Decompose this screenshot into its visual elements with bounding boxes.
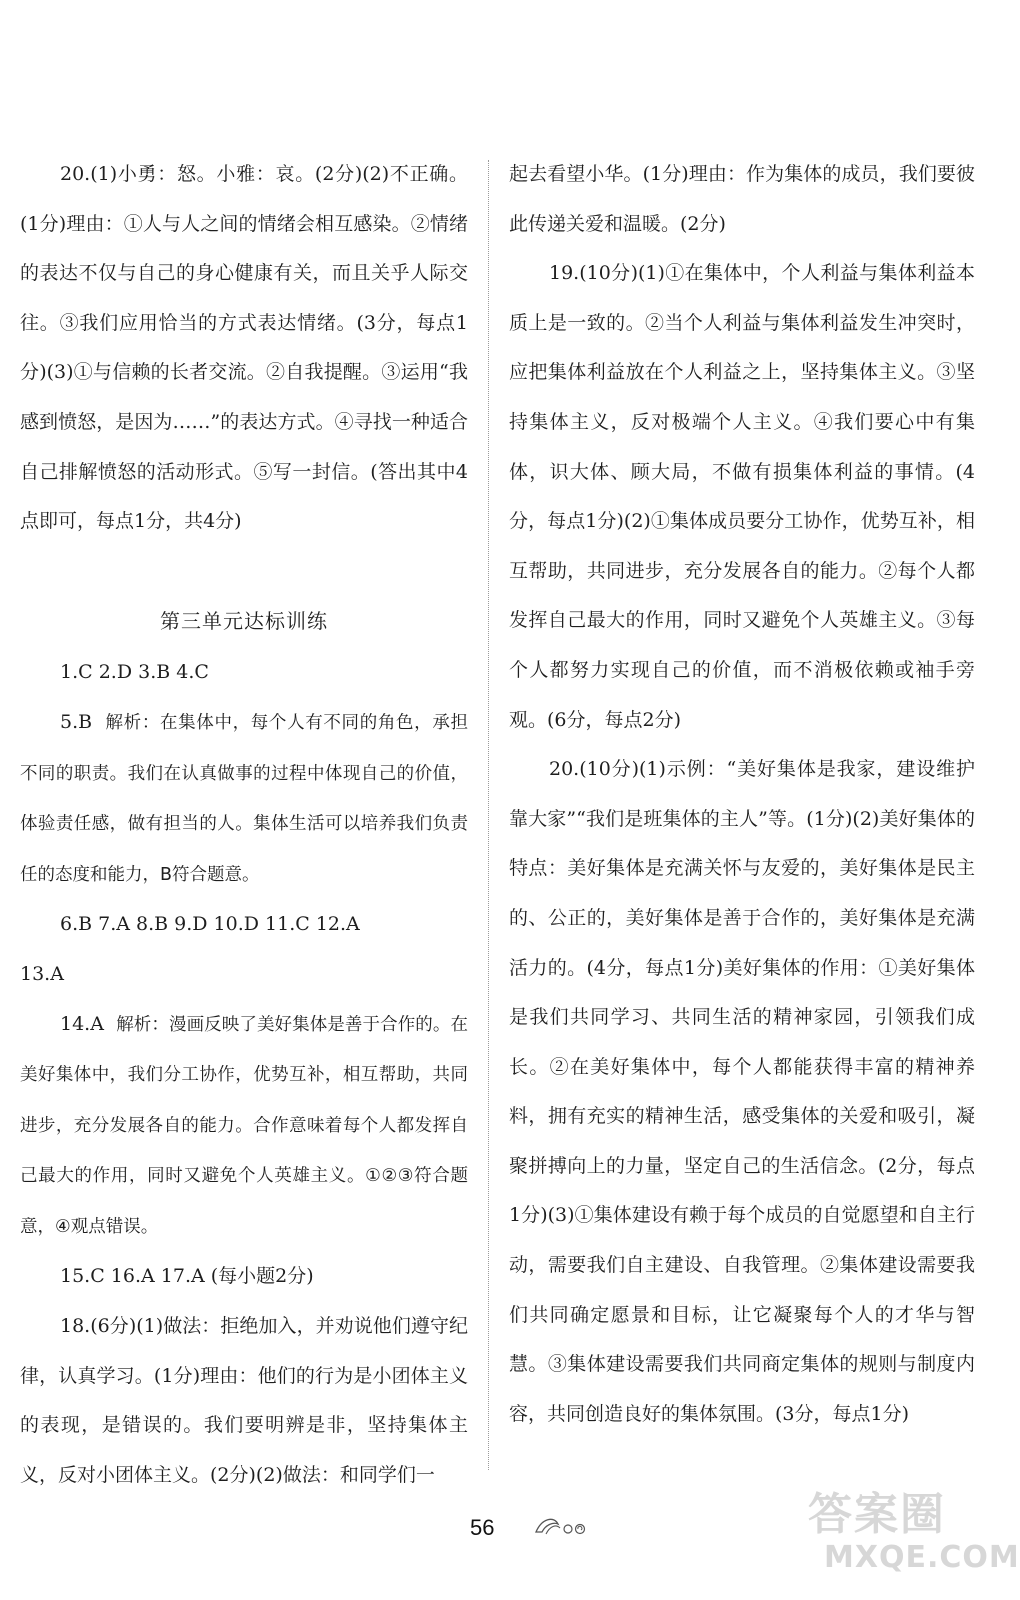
- page-number: 56: [470, 1515, 495, 1540]
- q5-explanation: 解析：在集体中，每个人有不同的角色，承担不同的职责。我们在认真做事的过程中体现自己的价值，体验责任感，做有担当的人。集体生活可以培养我们负责任的态度和能力，B符合题意。: [20, 712, 468, 885]
- watermark-url: MXQE.COM: [824, 1540, 1020, 1575]
- answers-6-12: 6.B 7.A 8.B 9.D 10.D 11.C 12.A: [60, 913, 360, 936]
- right-column: [509, 150, 975, 1439]
- watermark: [800, 1478, 1020, 1590]
- q19-answer: 19.(10分)(1)①在集体中，个人利益与集体利益本质上是一致的。②当个人利益与集体利益发生冲突时，应把集体利益放在个人利益之上，坚持集体主义。③坚持集体主义，反对极端个人主义。④我们要心中有集体，识大体、顾大局，不做有损集体利益的事情。(4分，每点1分)(2)①集体成员要分工协作，优势互补，相互帮助，共同进步，充分发展各自的能力。②每个人都发挥自己最大的作用，同时又避免个人英雄主义。③每个人都努力实现自己的价值，而不消极依赖或袖手旁观。(6分，每点2分): [509, 262, 975, 731]
- left-column: [20, 150, 468, 1500]
- answers-1-4: 1.C 2.D 3.B 4.C: [60, 661, 209, 684]
- q18-answer: 18.(6分)(1)做法：拒绝加入，并劝说他们遵守纪律，认真学习。(1分)理由：他们的行为是小团体主义的表现，是错误的。我们要明辨是非，坚持集体主义，反对小团体主义。(2分)(2)做法：和同学们一: [20, 1315, 468, 1486]
- section-title: 第三单元达标训练: [160, 608, 328, 633]
- column-divider: [488, 160, 489, 1470]
- answer-13: 13.A: [20, 962, 64, 985]
- watermark-logo-text: 答案圈: [808, 1489, 946, 1540]
- q20-answer-right: 20.(10分)(1)示例：“美好集体是我家，建设维护靠大家”“我们是班集体的主人”等。(1分)(2)美好集体的特点：美好集体是充满关怀与友爱的，美好集体是民主的、公正的，美好集体是善于合作的，美好集体是充满活力的。(4分，每点1分)美好集体的作用：①美好集体是我们共同学习、共同生活的精神家园，引领我们成长。②在美好集体中，每个人都能获得丰富的精神养料，拥有充实的精神生活，感受集体的关爱和吸引，凝聚拼搏向上的力量，坚定自己的生活信念。(2分，每点1分)(3)①集体建设有赖于每个成员的自觉愿望和自主行动，需要我们自主建设、自我管理。②集体建设需要我们共同确定愿景和目标，让它凝聚每个人的才华与智慧。③集体建设需要我们共同商定集体的规则与制度内容，共同创造良好的集体氛围。(3分，每点1分): [509, 758, 975, 1425]
- q14-explanation: 解析：漫画反映了美好集体是善于合作的。在美好集体中，我们分工协作，优势互补，相互帮助，共同进步，充分发展各自的能力。合作意味着每个人都发挥自己最大的作用，同时又避免个人英雄主义。①②③符合题意，④观点错误。: [20, 1014, 468, 1237]
- leaf-swirl-ornament-icon: [532, 1512, 594, 1542]
- q20-answer: 20.(1)小勇：怒。小雅：哀。(2分)(2)不正确。(1分)理由：①人与人之间的情绪会相互感染。②情绪的表达不仅与自己的身心健康有关，而且关乎人际交往。③我们应用恰当的方式表达情绪。(3分，每点1分)(3)①与信赖的长者交流。②自我提醒。③运用“我感到愤怒，是因为……”的表达方式。④寻找一种适合自己排解愤怒的活动形式。⑤写一封信。(答出其中4点即可，每点1分，共4分): [20, 163, 468, 533]
- q14-answer: 14.A: [60, 1012, 104, 1035]
- q5-answer: 5.B: [60, 710, 93, 733]
- q14-block: [20, 1000, 468, 1253]
- q18-continued: 起去看望小华。(1分)理由：作为集体的成员，我们要彼此传递关爱和温暖。(2分): [509, 163, 975, 235]
- q5-block: [20, 698, 468, 900]
- answers-15-17: 15.C 16.A 17.A (每小题2分): [60, 1265, 314, 1288]
